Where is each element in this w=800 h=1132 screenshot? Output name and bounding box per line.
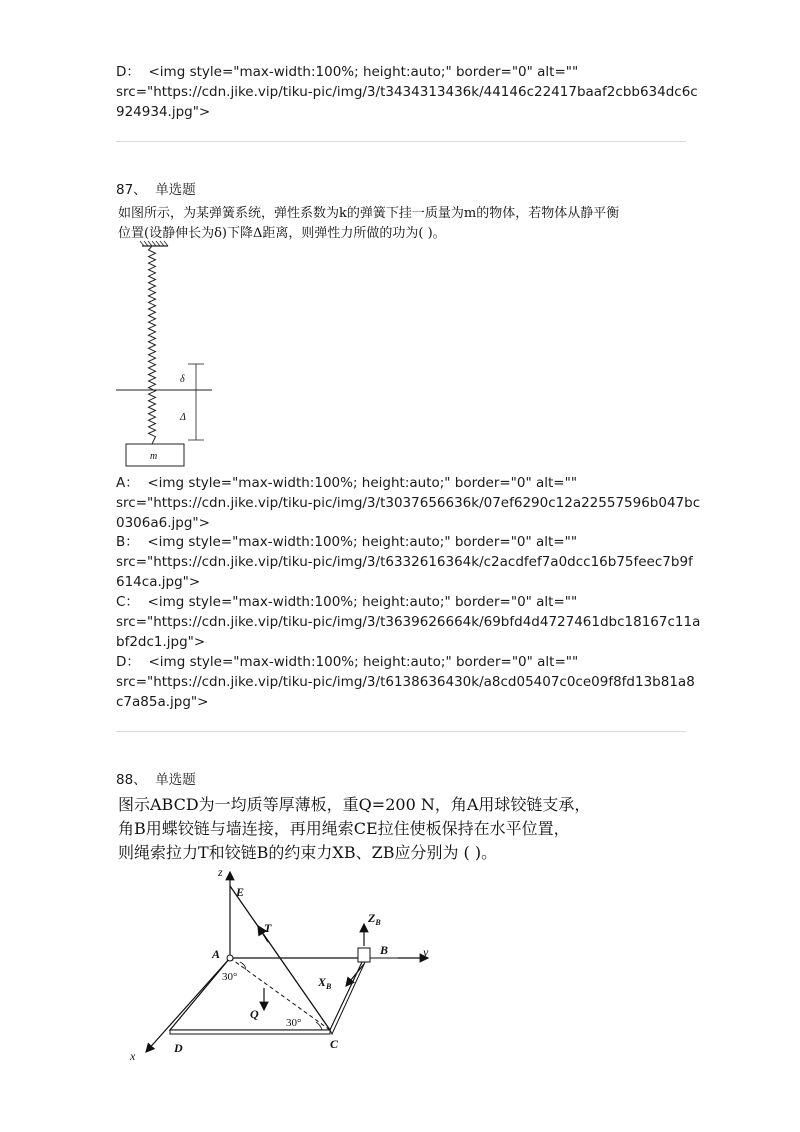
option-text-line2: src="https://cdn.jike.vip/tiku-pic/img/3/t3434313436k/44146c22417baaf2cbb634dc6c <box>116 84 698 100</box>
label-q: Q <box>250 1007 259 1021</box>
q86-option-d <box>116 62 578 82</box>
divider <box>116 731 686 732</box>
question-stem-line1: 如图所示，为某弹簧系统，弹性系数为k的弹簧下挂一质量为m的物体，若物体从静平衡 <box>118 206 620 221</box>
z-axis-label: z <box>218 865 223 879</box>
option-text-line2: src="https://cdn.jike.vip/tiku-pic/img/3/t3639626664k/69bfd4d4727461dbc18167c11a <box>116 614 701 630</box>
question-stem-line1: 图示ABCD为一均质等厚薄板，重Q=200 N，角A用球铰链支承， <box>118 795 591 814</box>
option-text-line3: c7a85a.jpg"> <box>116 694 209 710</box>
plate-edge-front <box>170 1030 330 1034</box>
y-axis-label: y <box>423 945 429 959</box>
distance-label: Δ <box>180 412 186 423</box>
label-a: A <box>212 947 221 961</box>
option-text-line3: 614ca.jpg"> <box>116 574 201 590</box>
option-text-line2: src="https://cdn.jike.vip/tiku-pic/img/3/t3037656636k/07ef6290c12a22557596b047bc <box>116 495 701 511</box>
option-text-line2: src="https://cdn.jike.vip/tiku-pic/img/3/t6332616364k/c2acdfef7a0dcc16b75feec7b9f <box>116 554 693 570</box>
label-t: T <box>264 921 272 935</box>
angle-label-c: 30° <box>286 1017 302 1029</box>
label-xb: $X_B$ <box>318 975 332 991</box>
option-text-line3: 0306a6.jpg"> <box>116 515 210 531</box>
option-label: A： <box>116 475 139 491</box>
option-label: C： <box>116 594 139 610</box>
angle-label-a: 30° <box>222 971 238 983</box>
option-d[interactable] <box>116 652 578 672</box>
option-text-line1: <img style="max-width:100%; height:auto;" border="0" alt="" <box>148 64 579 80</box>
spring <box>149 246 156 444</box>
option-text-line3: 924934.jpg"> <box>116 104 211 120</box>
option-b[interactable] <box>116 532 577 552</box>
option-a[interactable] <box>116 473 577 493</box>
question-header <box>116 768 196 788</box>
question-number: 87、 <box>116 182 147 198</box>
divider <box>116 141 686 142</box>
question-stem-line2: 位置(设静伸长为δ)下降Δ距离，则弹性力所做的功为( )。 <box>118 226 446 241</box>
question-stem-line2: 角B用蝶铰链与墙连接，再用绳索CE拉住使板保持在水平位置， <box>118 819 570 838</box>
question-header <box>116 178 196 198</box>
spring-figure <box>112 240 222 472</box>
ceiling-hatch <box>140 241 168 246</box>
option-text-line1: <img style="max-width:100%; height:auto;" border="0" alt="" <box>148 654 579 670</box>
plate-figure <box>118 862 448 1070</box>
mass-label: m <box>150 451 158 462</box>
option-text-line1: <img style="max-width:100%; height:auto;" border="0" alt="" <box>147 534 578 550</box>
label-e: E <box>236 885 245 899</box>
option-text-line2: src="https://cdn.jike.vip/tiku-pic/img/3/t6138636430k/a8cd05407c0ce09f8fd13b81a8 <box>116 674 695 690</box>
option-text-line1: <img style="max-width:100%; height:auto;" border="0" alt="" <box>147 594 578 610</box>
option-label: D： <box>116 64 140 80</box>
ball-joint-a <box>227 955 233 961</box>
hinge-b <box>358 948 370 962</box>
question-number: 88、 <box>116 772 147 788</box>
option-text-line1: <img style="max-width:100%; height:auto;" border="0" alt="" <box>147 475 578 491</box>
option-label: B： <box>116 534 139 550</box>
x-axis-label: x <box>130 1049 136 1063</box>
option-label: D： <box>116 654 140 670</box>
delta-label: δ <box>180 374 185 385</box>
label-c: C <box>330 1037 339 1051</box>
label-zb: $Z_B$ <box>368 911 381 927</box>
question-type: 单选题 <box>155 182 196 198</box>
option-text-line3: bf2dc1.jpg"> <box>116 634 206 650</box>
question-type: 单选题 <box>155 772 196 788</box>
label-d: D <box>174 1041 183 1055</box>
option-c[interactable] <box>116 592 577 612</box>
label-b: B <box>380 943 389 957</box>
question-stem-line3: 则绳索拉力T和铰链B的约束力XB、ZB应分别为 ( )。 <box>118 843 498 862</box>
